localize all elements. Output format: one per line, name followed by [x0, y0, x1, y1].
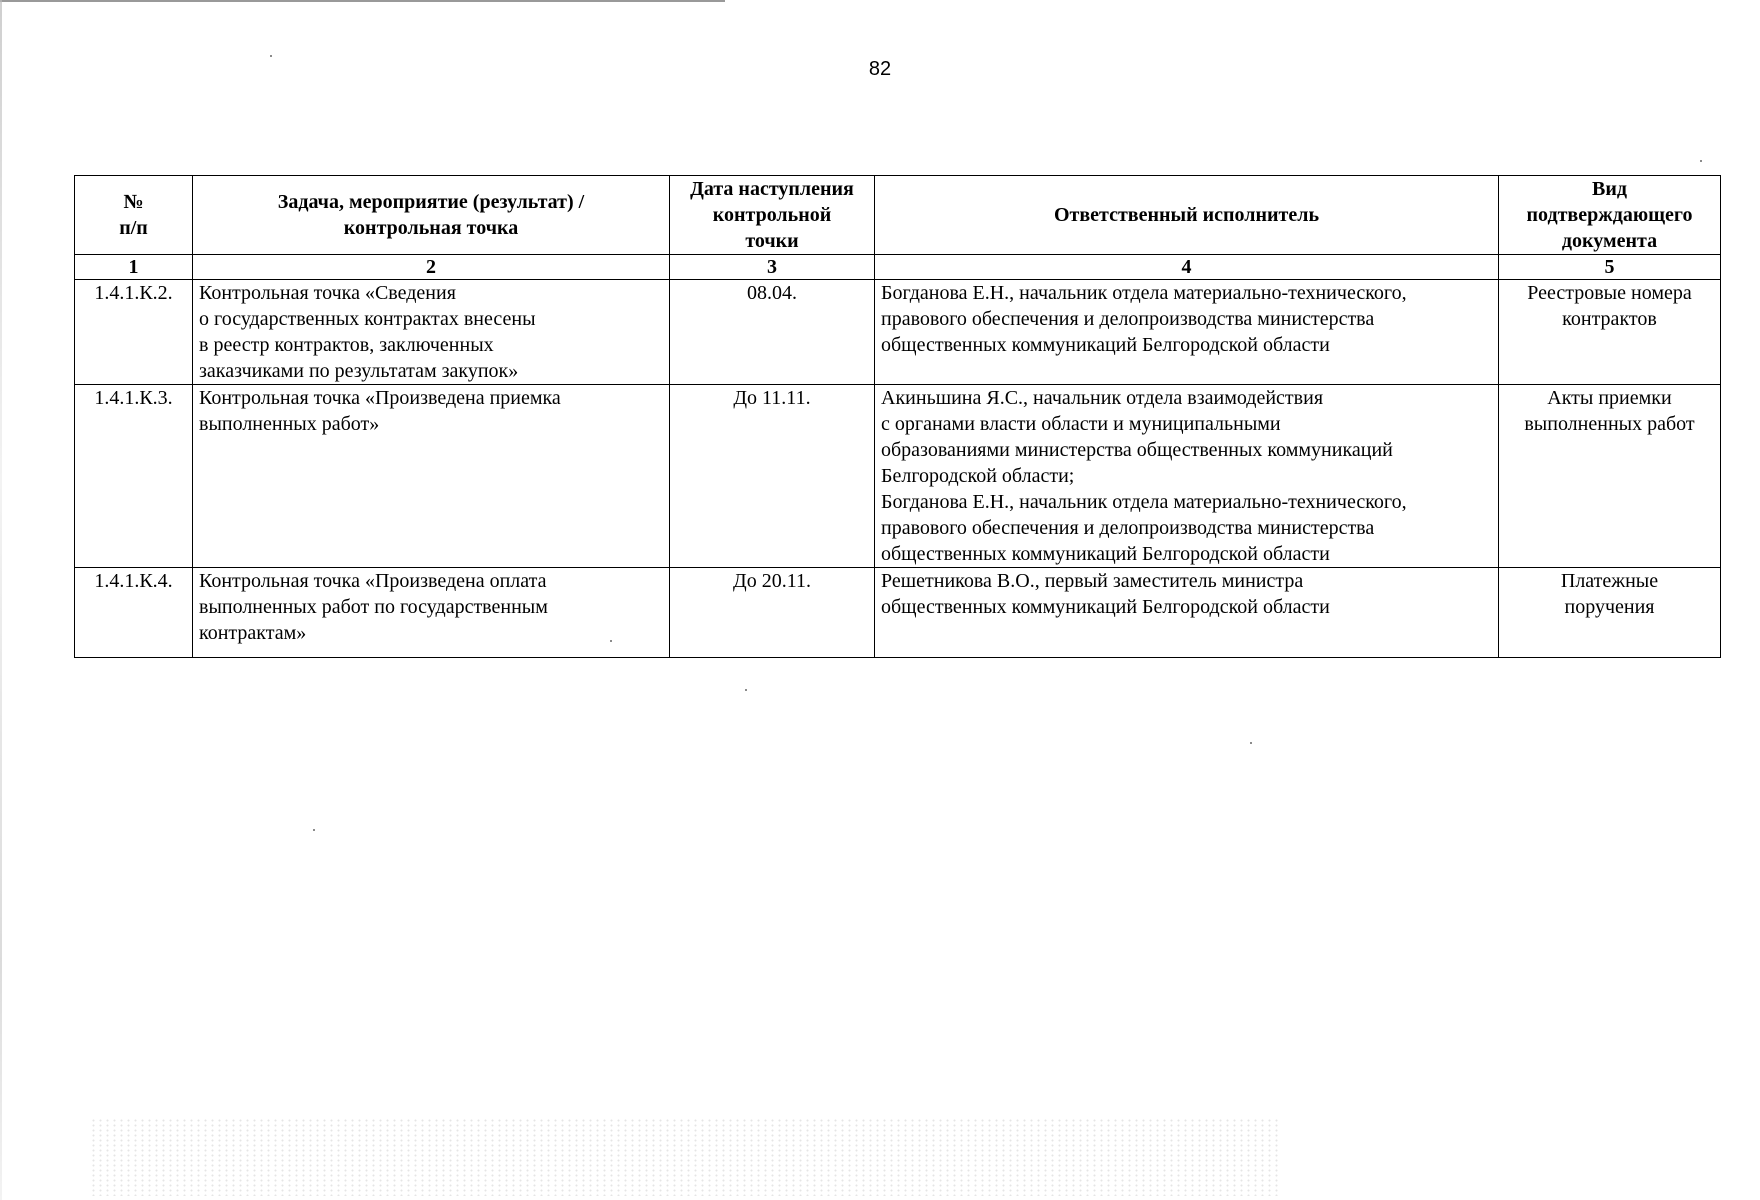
header-date: Дата наступления контрольной точки [670, 176, 875, 255]
scan-edge-line [0, 0, 725, 2]
scan-speck [745, 689, 747, 691]
row-document: Акты приемки выполненных работ [1499, 385, 1721, 568]
table-row [75, 385, 1721, 568]
page-number: 82 [868, 58, 892, 80]
row-document: Реестровые номера контрактов [1499, 280, 1721, 385]
column-number: 2 [193, 255, 670, 280]
scan-speck [313, 829, 315, 831]
scan-speck [1700, 160, 1702, 162]
header-responsible: Ответственный исполнитель [875, 176, 1499, 255]
header-task: Задача, мероприятие (результат) / контрольная точка [193, 176, 670, 255]
row-id: 1.4.1.К.2. [75, 280, 193, 385]
table-header-row [75, 176, 1721, 255]
scan-noise [90, 1118, 1280, 1196]
header-document: Вид подтверждающего документа [1499, 176, 1721, 255]
row-id: 1.4.1.К.3. [75, 385, 193, 568]
row-responsible: Акиньшина Я.С., начальник отдела взаимодействия с органами власти области и муниципальными образованиями министерства общественных коммуникаций Белгородской области; Богданова Е.Н., начальник отдела материально-технического, правового обеспечения и делопроизводства министерства общественных коммуникаций Белгородской области [875, 385, 1499, 568]
scan-speck [610, 640, 612, 642]
row-date: До 20.11. [670, 568, 875, 658]
row-id: 1.4.1.К.4. [75, 568, 193, 658]
row-date: 08.04. [670, 280, 875, 385]
column-number-row [75, 255, 1721, 280]
table-row [75, 568, 1721, 658]
column-number: 1 [75, 255, 193, 280]
row-date: До 11.11. [670, 385, 875, 568]
column-number: 3 [670, 255, 875, 280]
table-row [75, 280, 1721, 385]
control-points-table [74, 175, 1721, 658]
scan-speck [1250, 742, 1252, 744]
row-task: Контрольная точка «Произведена приемка выполненных работ» [193, 385, 670, 568]
header-number: № п/п [75, 176, 193, 255]
row-responsible: Богданова Е.Н., начальник отдела материально-технического, правового обеспечения и делопроизводства министерства общественных коммуникаций Белгородской области [875, 280, 1499, 385]
column-number: 4 [875, 255, 1499, 280]
column-number: 5 [1499, 255, 1721, 280]
scan-speck [270, 55, 272, 57]
row-task: Контрольная точка «Сведения о государственных контрактах внесены в реестр контрактов, заключенных заказчиками по результатам закупок» [193, 280, 670, 385]
scan-left-edge [0, 0, 2, 1200]
row-task: Контрольная точка «Произведена оплата выполненных работ по государственным контрактам» [193, 568, 670, 658]
row-document: Платежные поручения [1499, 568, 1721, 658]
row-responsible: Решетникова В.О., первый заместитель министра общественных коммуникаций Белгородской области [875, 568, 1499, 658]
